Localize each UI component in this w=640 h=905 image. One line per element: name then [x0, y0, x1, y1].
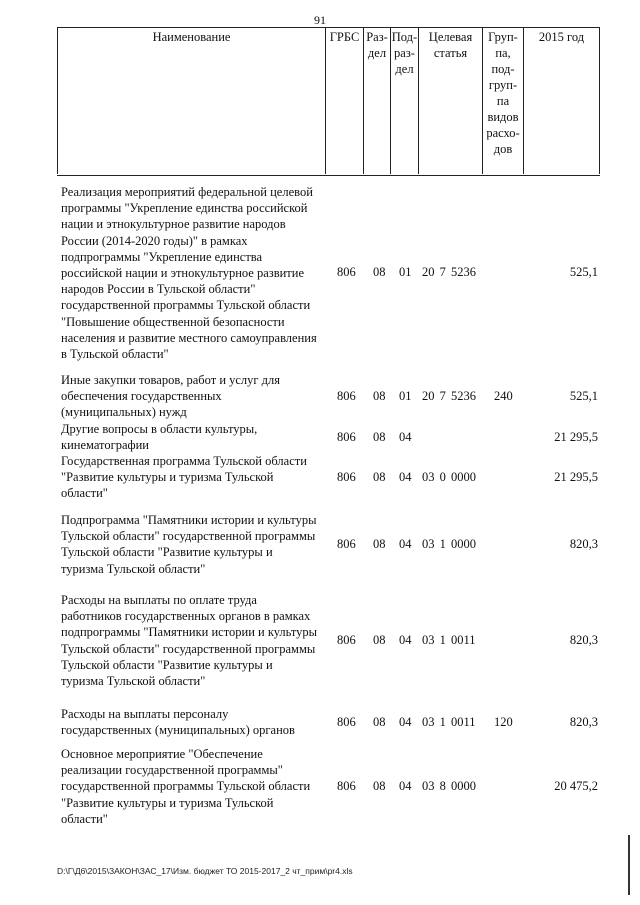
row-podrazdel: 04 [399, 633, 412, 647]
row-grbs: 806 [337, 389, 356, 403]
row-razdel: 08 [373, 389, 386, 403]
row-grbs: 806 [337, 430, 356, 444]
row-razdel: 08 [373, 633, 386, 647]
page-number: 91 [314, 13, 326, 27]
row-amount: 21 295,5 [554, 470, 598, 484]
row-podrazdel: 01 [399, 265, 412, 279]
row-grbs: 806 [337, 537, 356, 551]
row-name: Расходы на выплаты персоналу государственных (муниципальных) органов [61, 707, 295, 738]
row-razdel: 08 [373, 265, 386, 279]
row-celevaya: 03 1 0000 [422, 537, 476, 551]
row-amount: 820,3 [569, 633, 598, 647]
row-grbs: 806 [337, 265, 356, 279]
row-podrazdel: 04 [399, 470, 412, 484]
row-grbs: 806 [337, 779, 356, 793]
row-podrazdel: 04 [399, 779, 412, 793]
row-name: Государственная программа Тульской области "Развитие культуры и туризма Тульской области" [61, 454, 307, 501]
row-grbs: 806 [337, 633, 356, 647]
row-vid: 240 [494, 389, 513, 403]
row-amount: 820,3 [569, 715, 598, 729]
scan-edge-line [628, 835, 630, 895]
row-celevaya: 03 1 0011 [422, 633, 476, 647]
row-razdel: 08 [373, 715, 386, 729]
row-grbs: 806 [337, 715, 356, 729]
row-podrazdel: 04 [399, 430, 412, 444]
row-razdel: 08 [373, 430, 386, 444]
row-razdel: 08 [373, 537, 386, 551]
row-podrazdel: 04 [399, 715, 412, 729]
row-name: Основное мероприятие "Обеспечение реализации государственной программы" государственной программы Тульской области "Развитие культуры и туризма Тульской области" [61, 747, 311, 826]
file-path-footer: D:\Г\Д6\2015\ЗАКОН\ЗАС_17\Изм. бюджет ТО 2015-2017_2 чт_прим\pr4.xls [57, 866, 353, 876]
header-celevaya: Целевая статья [418, 27, 482, 174]
header-vid: Груп- па, под- груп- па видов расхо- дов [482, 27, 523, 174]
row-razdel: 08 [373, 470, 386, 484]
row-name: Реализация мероприятий федеральной целевой программы "Укрепление единства российской нации и этнокультурное развитие народов России (2014-2020 годы)" в рамках подпрограммы "Укрепление единства российской нации и этнокультурное развитие народов России в Тульской области" государственной программы Тульской области "Повышение общественной безопасности населения и развитие местного самоуправления в Тульской области" [61, 185, 317, 362]
header-name: Наименование [57, 27, 325, 174]
row-celevaya: 20 7 5236 [422, 265, 476, 279]
row-vid: 120 [494, 715, 513, 729]
row-amount: 525,1 [569, 265, 598, 279]
header-razdel: Раз- дел [363, 27, 390, 174]
row-amount: 20 475,2 [554, 779, 598, 793]
row-name: Расходы на выплаты по оплате труда работников государственных органов в рамках подпрограммы "Памятники истории и культуры Тульской области" государственной программы Тульской области "Развитие культуры и туризма Тульской области" [61, 593, 318, 689]
row-celevaya: 03 0 0000 [422, 470, 476, 484]
header-year: 2015 год [523, 27, 600, 174]
row-celevaya: 03 8 0000 [422, 779, 476, 793]
row-name: Другие вопросы в области культуры, кинематографии [61, 422, 258, 453]
header-podrazdel: Под- раз- дел [390, 27, 418, 174]
row-podrazdel: 01 [399, 389, 412, 403]
row-celevaya: 20 7 5236 [422, 389, 476, 403]
row-amount: 525,1 [569, 389, 598, 403]
row-name: Иные закупки товаров, работ и услуг для обеспечения государственных (муниципальных) нужд [61, 373, 281, 420]
row-podrazdel: 04 [399, 537, 412, 551]
row-razdel: 08 [373, 779, 386, 793]
header-grbs: ГРБС [325, 27, 363, 174]
row-celevaya: 03 1 0011 [422, 715, 476, 729]
row-name: Подпрограмма "Памятники истории и культуры Тульской области" государственной программы Тульской области "Развитие культуры и туризма Тульской области" [61, 513, 317, 576]
row-grbs: 806 [337, 470, 356, 484]
row-amount: 21 295,5 [554, 430, 598, 444]
row-amount: 820,3 [569, 537, 598, 551]
